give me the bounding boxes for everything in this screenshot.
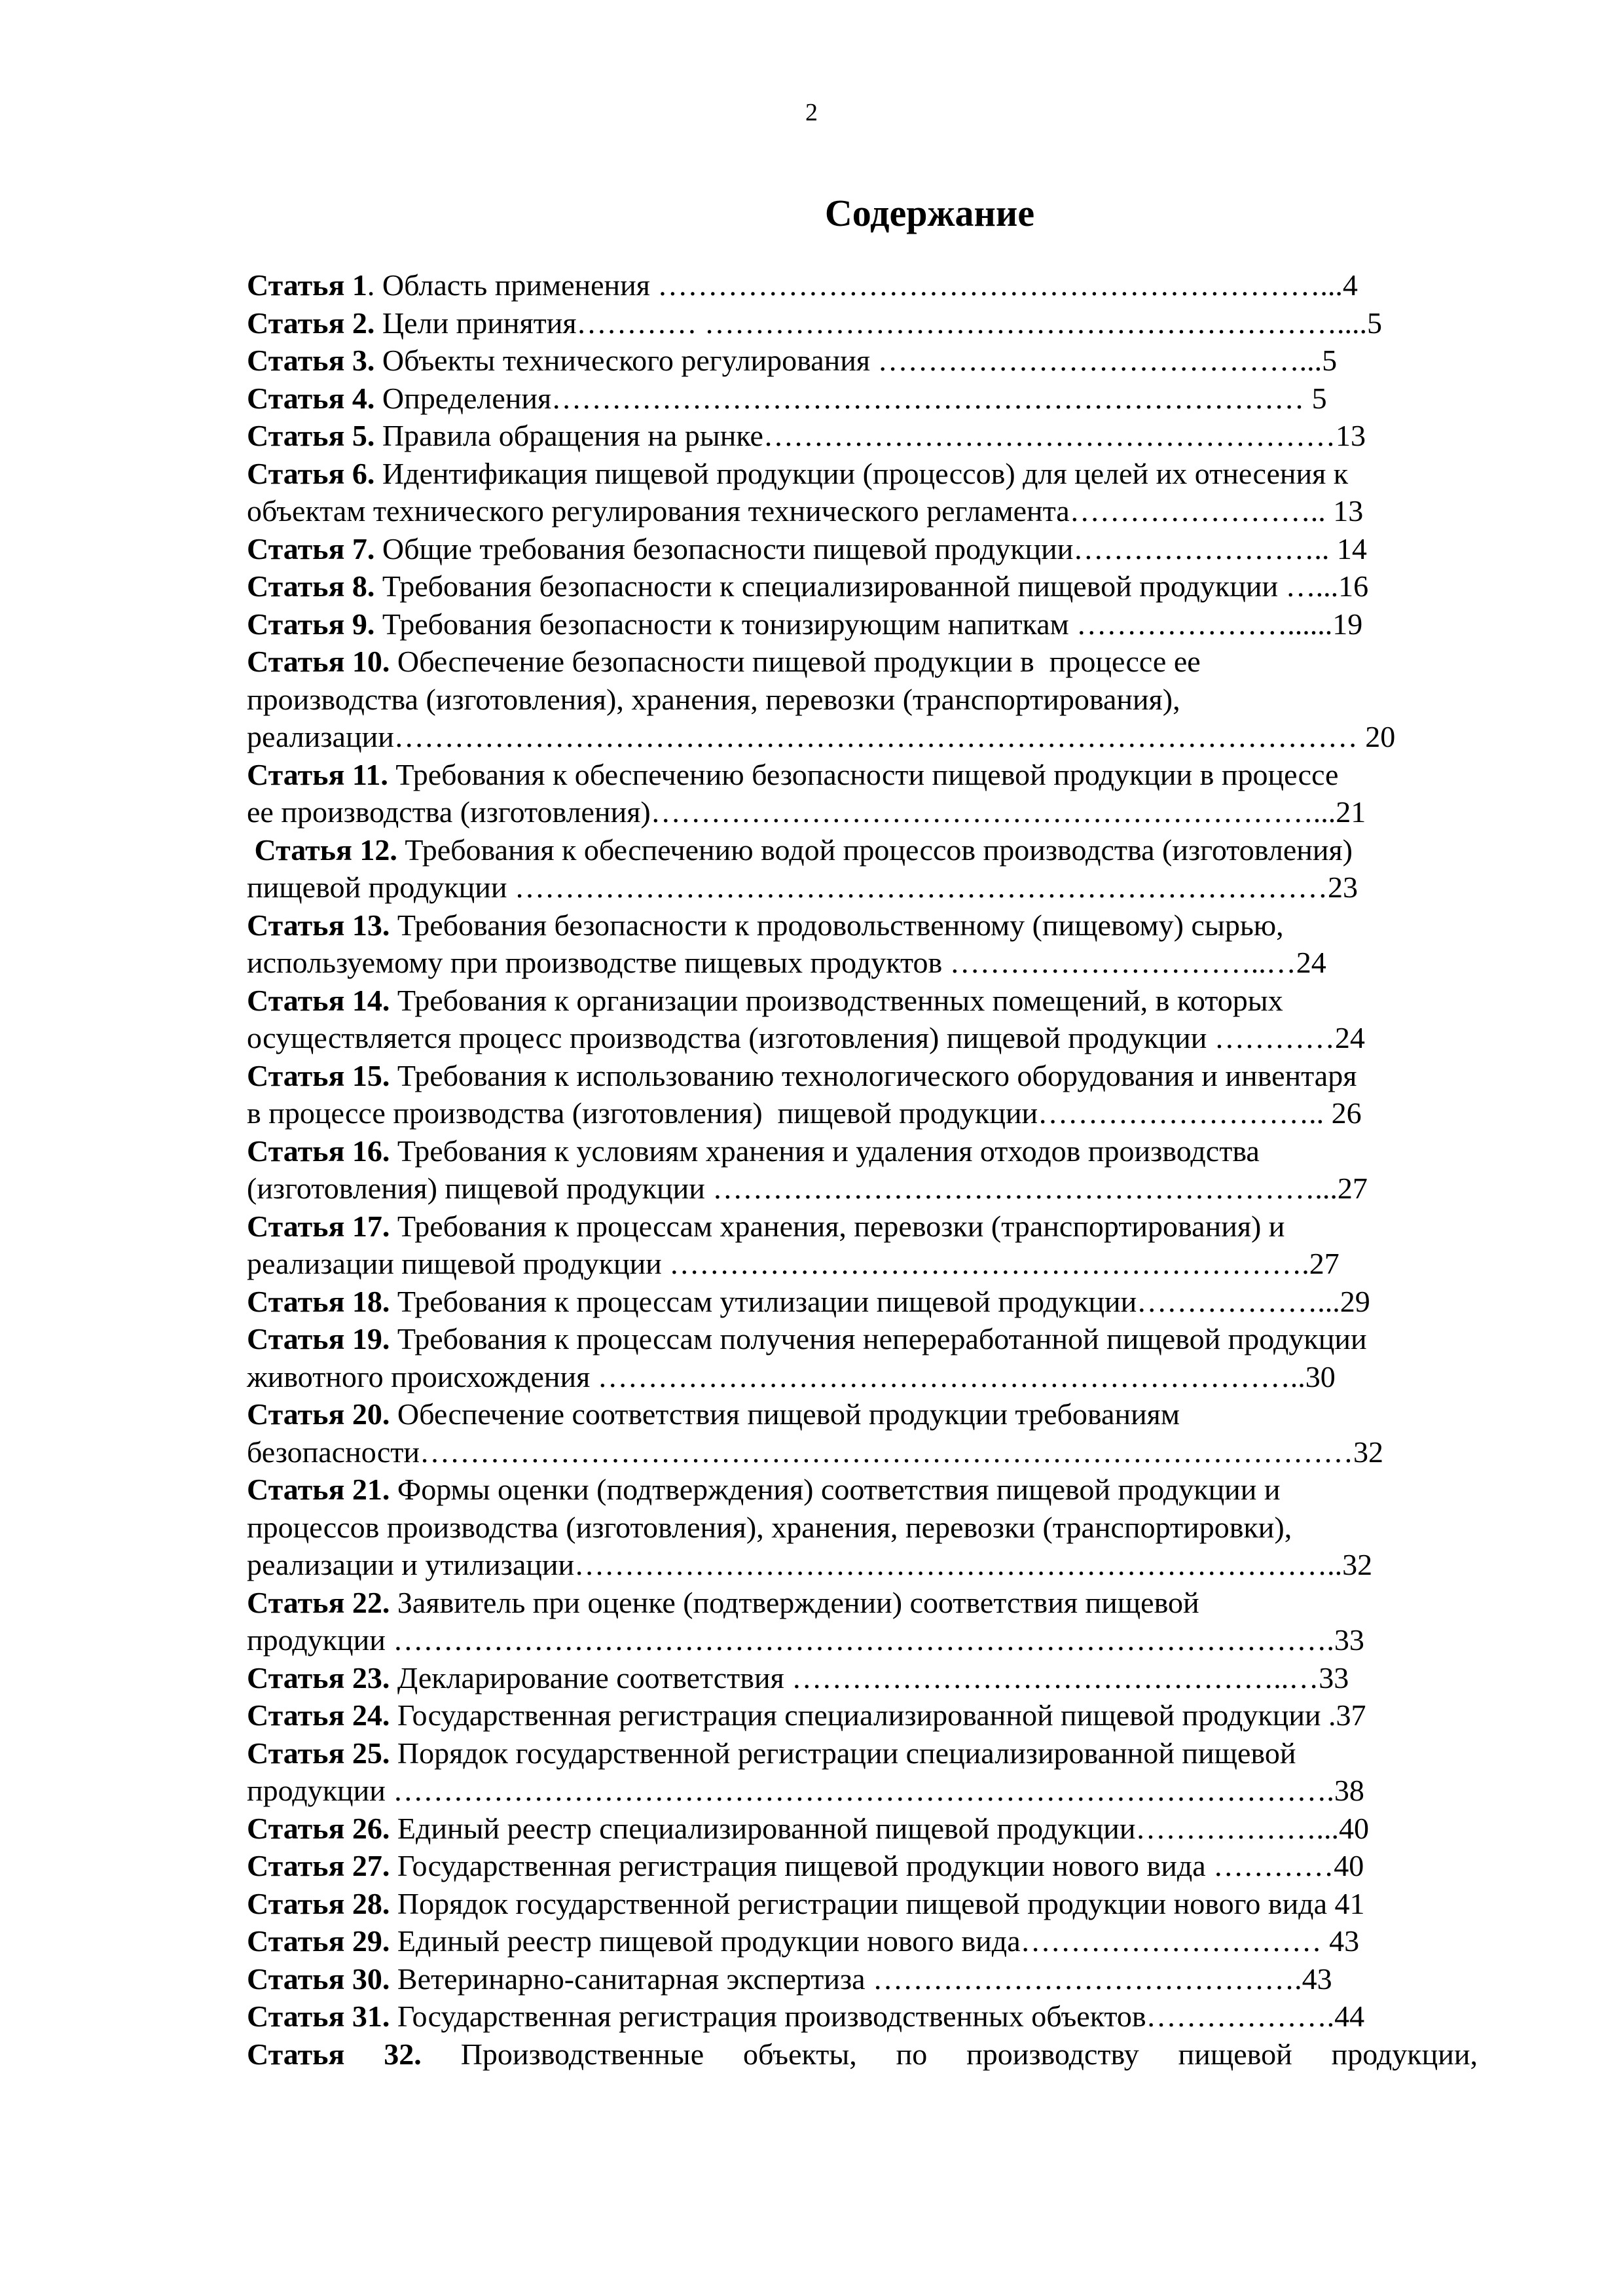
toc-article-label: Статья 16. [247, 1134, 390, 1168]
toc-line [247, 906, 1478, 944]
toc-entry-text: Правила обращения на рынке…………………………………………………13 [374, 419, 1366, 452]
toc-line [247, 1057, 1478, 1095]
toc-line [247, 1696, 1478, 1734]
toc-entry-text: Требования к процессам утилизации пищевой продукции………………...29 [390, 1284, 1370, 1318]
toc-entry-text: пищевой продукции ………………………………………………………………………23 [247, 870, 1358, 904]
toc-article-label: Статья 14. [247, 983, 390, 1017]
toc-article-label: Статья 15. [247, 1058, 390, 1092]
toc-title: Содержание [824, 192, 1035, 234]
toc-line [247, 681, 1478, 719]
toc-entry-text: Ветеринарно-санитарная экспертиза …………………………………….43 [390, 1962, 1332, 1996]
toc-article-label: Статья 1 [247, 268, 367, 302]
toc-article-label: Статья 21. [247, 1473, 390, 1506]
toc-line [247, 1772, 1478, 1810]
toc-article-label: Статья 10. [247, 645, 390, 678]
toc-line [247, 605, 1478, 643]
toc-article-label: Статья 20. [247, 1397, 390, 1431]
toc-line [247, 1245, 1478, 1283]
toc-line [247, 944, 1478, 982]
toc-line [247, 1094, 1478, 1132]
toc-article-label: Статья 3. [247, 344, 375, 377]
toc-line [247, 1358, 1478, 1396]
toc-line [247, 1885, 1478, 1923]
toc-entry-text: Требования к организации производственных помещений, в которых [390, 983, 1283, 1017]
toc-article-label: Статья 28. [247, 1886, 390, 1920]
toc-entry-text: продукции ………………………………………………………………………………….33 [247, 1623, 1364, 1657]
toc-article-label: Статья 19. [247, 1322, 390, 1355]
toc-line [247, 718, 1478, 756]
toc-article-label: Статья 7. [247, 531, 375, 565]
toc-entry-text: Требования к процессам получения непереработанной пищевой продукции [390, 1322, 1367, 1355]
toc-entry-text: производства (изготовления), хранения, перевозки (транспортирования), [247, 682, 1180, 716]
toc-line [247, 1170, 1478, 1208]
toc-entry-text: Требования безопасности к продовольственному (пищевому) сырью, [390, 908, 1284, 942]
toc-entry-text: Требования безопасности к специализированной пищевой продукции …...16 [374, 569, 1369, 603]
toc-entry-text: Единый реестр пищевой продукции нового вида………………………… 43 [390, 1924, 1360, 1958]
toc-line [247, 266, 1478, 304]
toc-line [247, 417, 1478, 455]
toc-line [247, 1659, 1478, 1697]
toc-line [247, 492, 1478, 530]
toc-article-label: Статья 27. [247, 1849, 390, 1882]
toc-entry-text: реализации…………………………………………………………………………………… 20 [247, 720, 1396, 753]
toc-entry-text: животного происхождения ……………………………………………………………..30 [247, 1359, 1336, 1393]
toc-entry-text: продукции ………………………………………………………………………………….38 [247, 1774, 1364, 1807]
toc-line [247, 1208, 1478, 1246]
toc-line [247, 342, 1478, 380]
toc-entry-text: в процессе производства (изготовления) пищевой продукции……………………….. 26 [247, 1096, 1362, 1130]
toc-entry-text: Декларирование соответствия …………………………………………..…33 [390, 1660, 1349, 1695]
toc-line [247, 1810, 1478, 1848]
toc-entry-text: . Область применения …………………………………………………………...4 [367, 268, 1358, 302]
toc-line [247, 982, 1478, 1020]
toc-article-label: Статья 17. [247, 1209, 390, 1243]
toc-line [247, 1283, 1478, 1321]
toc-entry-text: Идентификация пищевой продукции (процессов) для целей их отнесения к [374, 456, 1349, 490]
toc-entry-text: Единый реестр специализированной пищевой продукции………………...40 [390, 1811, 1369, 1845]
toc-line [247, 1395, 1478, 1433]
toc-article-label: Статья 22. [247, 1585, 390, 1619]
toc-line [247, 1471, 1478, 1509]
toc-entry-text: Требования к обеспечению безопасности пищевой продукции в процессе [388, 757, 1339, 791]
toc-entry-text: Требования безопасности к тонизирующим напиткам …………………......19 [374, 607, 1363, 641]
toc-article-label: Статья 23. [247, 1660, 390, 1695]
toc-line [247, 869, 1478, 906]
toc-article-label: Статья 26. [247, 1811, 390, 1845]
table-of-contents [247, 266, 1478, 2073]
toc-entry-text: Порядок государственной регистрации специализированной пищевой [390, 1736, 1296, 1770]
toc-entry-text: Требования к условиям хранения и удаления отходов производства [390, 1134, 1260, 1168]
toc-entry-text: ее производства (изготовления)…………………………………………………………...21 [247, 795, 1366, 829]
toc-article-label: Статья 11. [247, 757, 388, 791]
toc-article-label: Статья 18. [247, 1284, 390, 1318]
toc-line [247, 455, 1478, 493]
toc-line [247, 1132, 1478, 1170]
toc-article-label: Статья 9. [247, 607, 375, 641]
toc-line [247, 1509, 1478, 1547]
toc-line [247, 1019, 1478, 1057]
toc-entry-text: (изготовления) пищевой продукции ……………………………………………………...27 [247, 1172, 1368, 1205]
toc-line [247, 1433, 1478, 1471]
toc-entry-text: Порядок государственной регистрации пищевой продукции нового вида 41 [390, 1886, 1365, 1920]
toc-entry-text: Требования к процессам хранения, перевозки (транспортирования) и [390, 1209, 1285, 1243]
toc-line [247, 1621, 1478, 1659]
toc-line [247, 1960, 1478, 1998]
toc-line [247, 1584, 1478, 1622]
toc-entry-text: Государственная регистрация пищевой продукции нового вида …………40 [390, 1849, 1364, 1882]
toc-entry-text: Производственные объекты, по производству пищевой продукции, [421, 2037, 1478, 2071]
toc-article-label: Статья 12. [247, 833, 397, 867]
toc-line [247, 1320, 1478, 1358]
toc-line [247, 1734, 1478, 1772]
toc-entry-text: реализации пищевой продукции ……………………………………………………….27 [247, 1247, 1340, 1280]
toc-entry-text: Требования к обеспечению водой процессов производства (изготовления) [397, 833, 1353, 867]
toc-article-label: Статья 31. [247, 2000, 390, 2033]
page-number: 2 [805, 99, 818, 126]
toc-line [247, 643, 1478, 681]
toc-article-label: Статья 24. [247, 1698, 390, 1732]
toc-line [247, 304, 1478, 342]
toc-line [247, 1847, 1478, 1885]
toc-entry-text: используемому при производстве пищевых продуктов …………………………..…24 [247, 946, 1326, 979]
toc-entry-text: Цели принятия………… ………………………………………………………....5 [374, 306, 1382, 340]
toc-entry-text: реализации и утилизации…………………………………………………………………..32 [247, 1548, 1373, 1581]
toc-entry-text: Обеспечение соответствия пищевой продукции требованиям [390, 1397, 1180, 1431]
toc-line [247, 756, 1478, 794]
toc-entry-text: Формы оценки (подтверждения) соответствия пищевой продукции и [390, 1473, 1281, 1506]
toc-article-label: Статья 6. [247, 456, 375, 490]
toc-line [247, 1546, 1478, 1584]
toc-article-label: Статья 29. [247, 1924, 390, 1958]
toc-line [247, 1998, 1478, 2036]
toc-line [247, 530, 1478, 568]
toc-entry-text: объектам технического регулирования технического регламента…………………….. 13 [247, 494, 1364, 528]
toc-entry-text: Определения………………………………………………………………… 5 [374, 381, 1327, 415]
toc-article-label: Статья 4. [247, 381, 375, 415]
toc-entry-text: процессов производства (изготовления), хранения, перевозки (транспортировки), [247, 1510, 1292, 1544]
toc-entry-text: Общие требования безопасности пищевой продукции…………………….. 14 [374, 531, 1367, 565]
toc-entry-text: Государственная регистрация производственных объектов……………….44 [390, 2000, 1365, 2033]
toc-line [247, 2036, 1478, 2073]
toc-line [247, 1922, 1478, 1960]
toc-article-label: Статья 25. [247, 1736, 390, 1770]
toc-line [247, 567, 1478, 605]
toc-line [247, 831, 1478, 869]
toc-article-label: Статья 32. [247, 2037, 422, 2071]
toc-line [247, 380, 1478, 418]
toc-entry-text: безопасности…………………………………………………………………………………32 [247, 1435, 1384, 1469]
toc-entry-text: Обеспечение безопасности пищевой продукции в процессе ее [390, 645, 1201, 678]
toc-entry-text: Объекты технического регулирования ……………………………………...5 [374, 344, 1338, 377]
toc-article-label: Статья 30. [247, 1962, 390, 1996]
toc-line [247, 793, 1478, 831]
toc-article-label: Статья 2. [247, 306, 375, 340]
toc-article-label: Статья 13. [247, 908, 390, 942]
toc-article-label: Статья 8. [247, 569, 375, 603]
toc-article-label: Статья 5. [247, 419, 375, 452]
toc-entry-text: осуществляется процесс производства (изготовления) пищевой продукции …………24 [247, 1021, 1365, 1054]
toc-entry-text: Заявитель при оценке (подтверждении) соответствия пищевой [390, 1585, 1199, 1619]
toc-entry-text: Требования к использованию технологического оборудования и инвентаря [390, 1058, 1357, 1092]
toc-entry-text: Государственная регистрация специализированной пищевой продукции .37 [390, 1698, 1366, 1732]
